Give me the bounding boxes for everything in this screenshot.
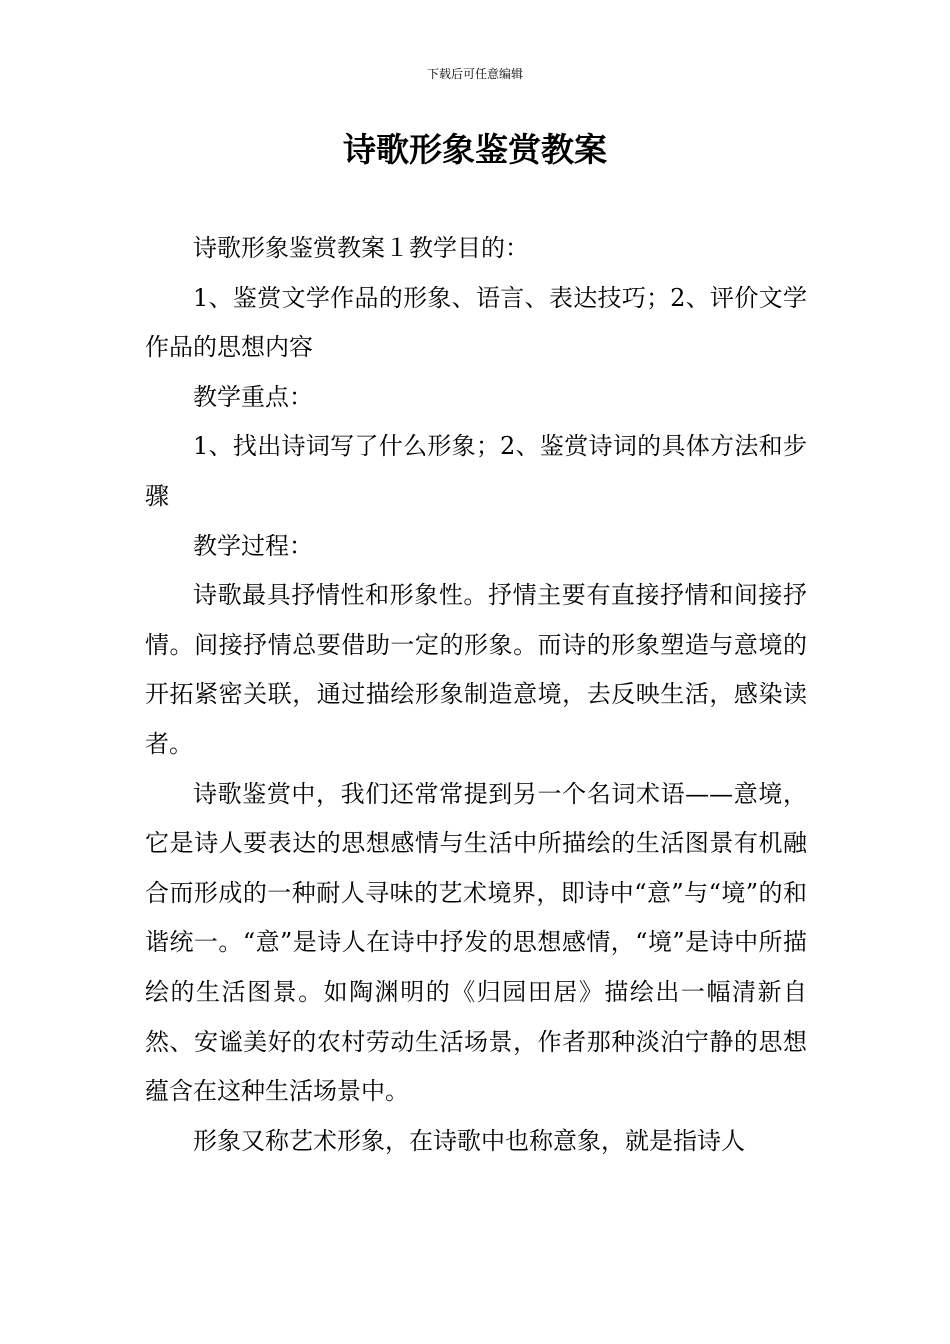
header-note: 下载后可任意编辑 [426,67,523,81]
paragraph-artistic-conception: 诗歌鉴赏中，我们还常常提到另一个名词术语——意境，它是诗人要表达的思想感情与生活中所描绘的生活图景有机融合而形成的一种耐人寻味的艺术境界，即诗中“意”与“境”的和谐统一。“意”是诗人在诗中抒发的思想感情，“境”是诗中所描绘的生活图景。如陶渊明的《归园田居》描绘出一幅清新自然、安谧美好的农村劳动生活场景，作者那种淡泊宁静的思想蕴含在这种生活场景中。 [145,779,807,1106]
paragraph-lyricism: 诗歌最具抒情性和形象性。抒情主要有直接抒情和间接抒情。间接抒情总要借助一定的形象。而诗的形象塑造与意境的开拓紧密关联，通过描绘形象制造意境，去反映生活，感染读者。 [145,581,807,758]
paragraph-key-points-heading: 教学重点： [193,382,313,411]
paragraph-imagery: 形象又称艺术形象，在诗歌中也称意象，就是指诗人 [193,1126,745,1155]
document-title: 诗歌形象鉴赏教案 [343,130,607,169]
document-body [145,224,807,1166]
paragraph-key-points: 1、找出诗词写了什么形象；2、鉴赏诗词的具体方法和步骤 [145,432,807,510]
paragraph-process-heading: 教学过程： [193,531,313,560]
paragraph-objectives: 1、鉴赏文学作品的形象、语言、表达技巧；2、评价文学作品的思想内容 [145,283,807,362]
paragraph-intro: 诗歌形象鉴赏教案１教学目的： [193,234,529,262]
